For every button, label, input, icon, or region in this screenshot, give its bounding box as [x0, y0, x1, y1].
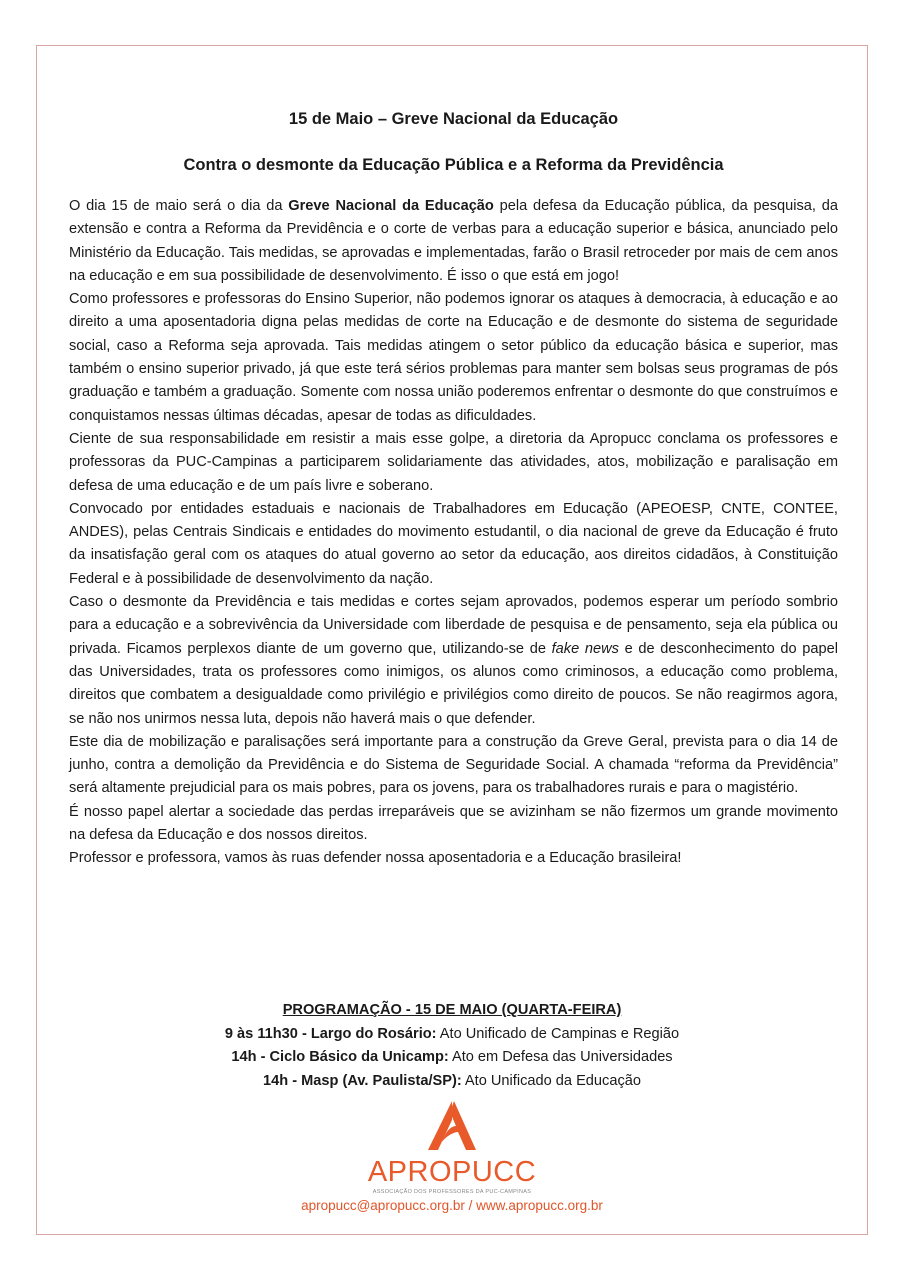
- contact-line: apropucc@apropucc.org.br / www.apropucc.org.br: [301, 1198, 603, 1213]
- apropucc-a-logo-icon: [424, 1098, 480, 1154]
- schedule: [120, 999, 784, 1093]
- fake-news-italic: fake news: [551, 640, 619, 657]
- paragraph-3: Ciente de sua responsabilidade em resistir a mais esse golpe, a diretoria da Apropucc conclama os professores e professoras da PUC-Campinas a participarem solidariamente das atividades, atos, mobilização e paralisação em defesa de uma educação e de um país livre e soberano.: [69, 430, 838, 494]
- logo-name: APROPUCC: [367, 1156, 537, 1188]
- strike-name-bold: Greve Nacional da Educação: [288, 198, 494, 214]
- document-subtitle: Contra o desmonte da Educação Pública e a Reforma da Previdência: [183, 156, 724, 174]
- paragraph-8: Professor e professora, vamos às ruas defender nossa aposentadoria e a Educação brasileira!: [69, 850, 682, 867]
- logo-tagline: ASSOCIAÇÃO DOS PROFESSORES DA PUC-CAMPINAS: [372, 1189, 532, 1195]
- paragraph-4: Convocado por entidades estaduais e nacionais de Trabalhadores em Educação (APEOESP, CNTE, CONTEE, ANDES), pelas Centrais Sindicais e entidades do movimento estudantil, o dia nacional de greve da Educação é fruto da insatisfação geral com os ataques do atual governo ao setor da educação, aos direitos cidadãos, à Constituição Federal e à possibilidade de desenvolvimento da nação.: [69, 500, 838, 587]
- paragraph-6: Este dia de mobilização e paralisações será importante para a construção da Greve Geral, prevista para o dia 14 de junho, contra a demolição da Previdência e do Sistema de Seguridade Social. A chamada “reforma da Previdência” será altamente prejudicial para os mais pobres, para os jovens, para os trabalhadores rurais e para o magistério.: [69, 733, 838, 797]
- document-title: 15 de Maio – Greve Nacional da Educação: [288, 110, 619, 128]
- paragraph-5: Caso o desmonte da Previdência e tais medidas e cortes sejam aprovados, podemos esperar um período sombrio para a educação e a sobrevivência da Universidade com liberdade de pesquisa e de pensamento, seja ela pública ou privada. Ficamos perplexos diante de um governo que, utilizando-se de fake news e de desconhecimento do papel das Universidades, trata os professores como inimigos, os alunos como criminosos, a educação como problema, direitos que combatem a desigualdade como privilégio e privilégios como direito de poucos. Se não reagirmos agora, se não nos unirmos nessa luta, depois não haverá mais o que defender.: [69, 594, 838, 727]
- paragraph-1: O dia 15 de maio será o dia da Greve Nacional da Educação pela defesa da Educação pública, da pesquisa, da extensão e contra a Reforma da Previdência e o corte de verbas para a educação superior e básica, anunciado pelo Ministério da Educação. Tais medidas, se aprovadas e implementadas, farão o Brasil retroceder por mais de cem anos na educação e em sua possibilidade de desenvolvimento. É isso o que está em jogo!: [69, 198, 838, 284]
- document-body: [69, 108, 838, 871]
- paragraph-7: É nosso papel alertar a sociedade das perdas irreparáveis que se avizinham se não fizermos um grande movimento na defesa da Educação e dos nossos direitos.: [69, 803, 838, 844]
- schedule-item: 14h - Masp (Av. Paulista/SP): Ato Unificado da Educação: [263, 1072, 641, 1089]
- schedule-item: 14h - Ciclo Básico da Unicamp: Ato em Defesa das Universidades: [231, 1049, 673, 1065]
- schedule-item: 9 às 11h30 - Largo do Rosário: Ato Unificado de Campinas e Região: [224, 1025, 680, 1042]
- document-text: [69, 195, 838, 871]
- apropucc-logo: [352, 1098, 552, 1195]
- schedule-heading: PROGRAMAÇÃO - 15 DE MAIO (QUARTA-FEIRA): [282, 1002, 622, 1018]
- paragraph-2: Como professores e professoras do Ensino Superior, não podemos ignorar os ataques à democracia, à educação e ao direito a uma aposentadoria digna pelas medidas de corte na Educação e de desmonte do sistema de seguridade social, caso a Reforma seja aprovada. Tais medidas atingem o setor público da educação básica e superior, mas também o ensino superior privado, já que este terá sérios problemas para manter sem bolsas seus programas de pós graduação e também a graduação. Somente com nossa união poderemos enfrentar o desmonte do que construímos e conquistamos nessas últimas décadas, apesar de todas as dificuldades.: [69, 291, 838, 424]
